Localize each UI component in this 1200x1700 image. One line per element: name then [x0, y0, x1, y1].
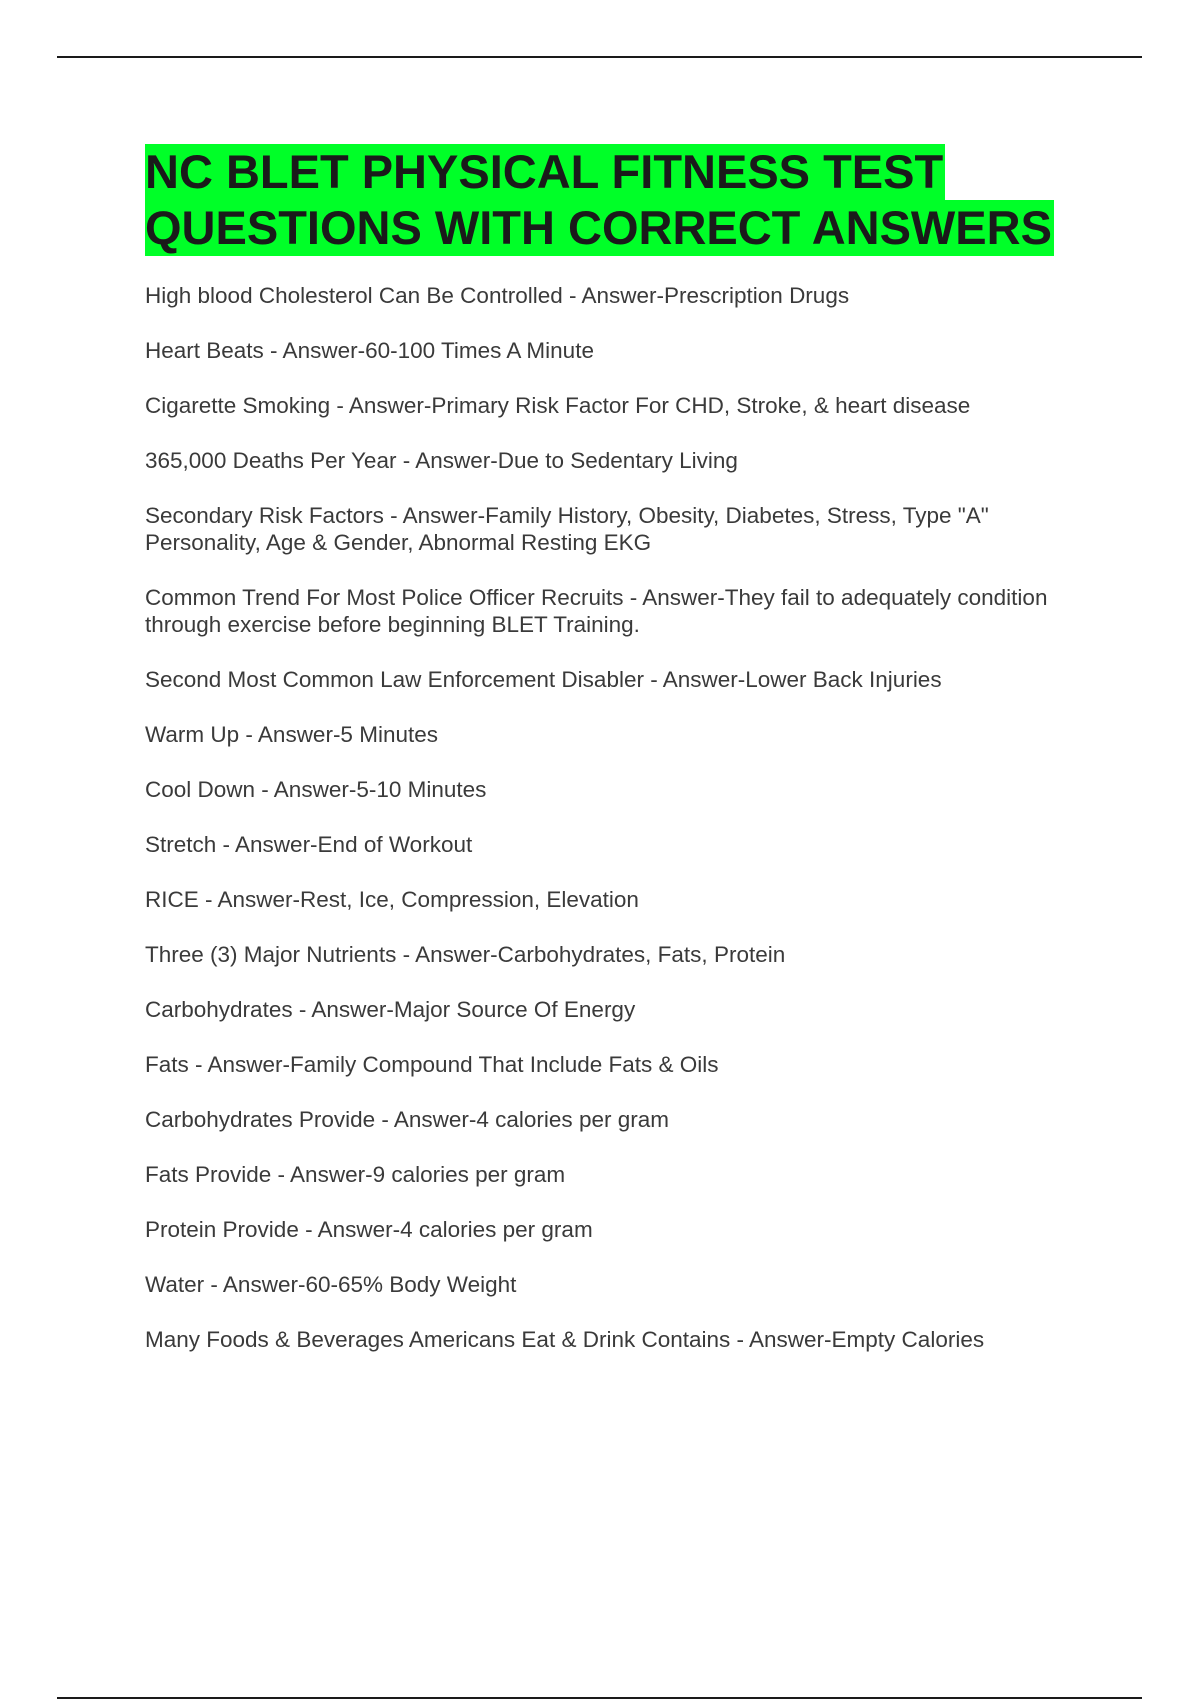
qa-item: Second Most Common Law Enforcement Disabler - Answer-Lower Back Injuries	[145, 667, 942, 692]
qa-item: Many Foods & Beverages Americans Eat & Drink Contains - Answer-Empty Calories	[145, 1327, 985, 1352]
title-line-1: NC BLET PHYSICAL FITNESS TEST	[145, 145, 944, 198]
qa-item: Protein Provide - Answer-4 calories per gram	[145, 1217, 593, 1242]
qa-item: Secondary Risk Factors - Answer-Family History, Obesity, Diabetes, Stress, Type "A" Personality, Age & Gender, Abnormal Resting EKG	[145, 503, 989, 555]
qa-item: Common Trend For Most Police Officer Recruits - Answer-They fail to adequately condition through exercise before beginning BLET Training.	[145, 585, 1048, 637]
qa-item: Fats - Answer-Family Compound That Include Fats & Oils	[145, 1052, 719, 1077]
qa-item: RICE - Answer-Rest, Ice, Compression, Elevation	[145, 887, 639, 912]
qa-item: Heart Beats - Answer-60-100 Times A Minute	[145, 338, 594, 363]
top-rule	[57, 56, 1142, 58]
qa-item: Water - Answer-60-65% Body Weight	[145, 1272, 517, 1297]
document-page	[145, 144, 1085, 1381]
qa-list	[145, 282, 1085, 1353]
title-line-2: QUESTIONS WITH CORRECT ANSWERS	[145, 201, 1052, 254]
qa-item: Fats Provide - Answer-9 calories per gram	[145, 1162, 566, 1187]
qa-item: Warm Up - Answer-5 Minutes	[145, 722, 438, 747]
qa-item: Cigarette Smoking - Answer-Primary Risk Factor For CHD, Stroke, & heart disease	[145, 393, 971, 418]
qa-item: Cool Down - Answer-5-10 Minutes	[145, 777, 487, 802]
qa-item: Carbohydrates Provide - Answer-4 calories per gram	[145, 1107, 669, 1132]
qa-item: Carbohydrates - Answer-Major Source Of Energy	[145, 997, 636, 1022]
document-title	[145, 144, 1085, 256]
qa-item: High blood Cholesterol Can Be Controlled - Answer-Prescription Drugs	[145, 283, 850, 308]
bottom-rule	[57, 1697, 1142, 1699]
qa-item: 365,000 Deaths Per Year - Answer-Due to Sedentary Living	[145, 448, 738, 473]
qa-item: Stretch - Answer-End of Workout	[145, 832, 473, 857]
qa-item: Three (3) Major Nutrients - Answer-Carbohydrates, Fats, Protein	[145, 942, 786, 967]
